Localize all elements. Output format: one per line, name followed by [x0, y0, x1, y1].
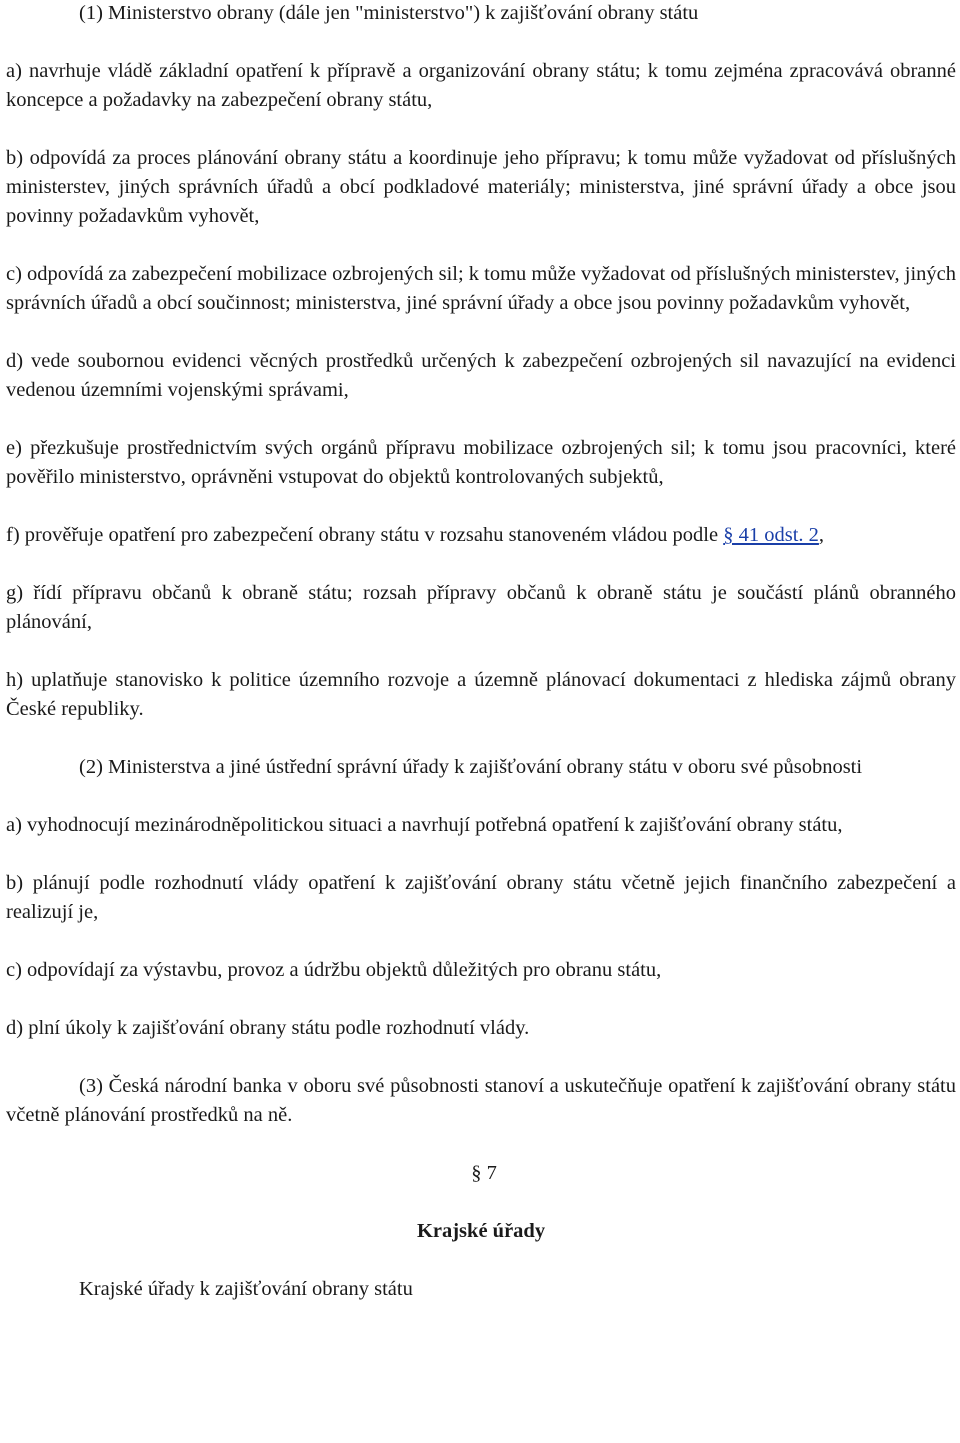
paragraph-2-item-b: b) plánují podle rozhodnutí vlády opatření k zajišťování obrany státu včetně jejich finančního zabezpečení a realizují je,: [6, 872, 956, 923]
paragraph-2-item-c: c) odpovídají za výstavbu, provoz a údržbu objektů důležitých pro obranu státu,: [6, 959, 662, 981]
document-body: [6, 0, 956, 1304]
paragraph-2-item-d: d) plní úkoly k zajišťování obrany státu podle rozhodnutí vlády.: [6, 1017, 530, 1039]
paragraph-1-intro: (1) Ministerstvo obrany (dále jen "ministerstvo") k zajišťování obrany státu: [79, 2, 699, 24]
paragraph-2-item-a: a) vyhodnocují mezinárodněpolitickou situaci a navrhují potřebná opatření k zajišťování obrany státu,: [6, 814, 843, 836]
paragraph-1-item-e: e) přezkušuje prostřednictvím svých orgánů přípravu mobilizace ozbrojených sil; k tomu jsou pracovníci, které pověřilo ministerstvo, oprávněni vstupovat do objektů kontrolovaných subjektů,: [6, 437, 956, 488]
item-f-text: f) prověřuje opatření pro zabezpečení obrany státu v rozsahu stanoveném vládou podle: [6, 524, 719, 546]
paragraph-1-item-c: c) odpovídá za zabezpečení mobilizace ozbrojených sil; k tomu může vyžadovat od příslušných ministerstev, jiných správních úřadů a obcí součinnost; ministerstva, jiné správní úřady a obce jsou povinny požadavkům vyhovět,: [6, 263, 956, 314]
paragraph-1-item-d: d) vede soubornou evidenci věcných prostředků určených k zabezpečení ozbrojených sil navazující na evidenci vedenou územními vojenskými správami,: [6, 350, 956, 401]
paragraph-1-item-b: b) odpovídá za proces plánování obrany státu a koordinuje jeho přípravu; k tomu může vyžadovat od příslušných ministerstev, jiných správních úřadů a obcí podkladové materiály; ministerstva, jiné správní úřady a obce jsou povinny požadavkům vyhovět,: [6, 147, 956, 227]
section-41-link[interactable]: § 41 odst. 2: [723, 524, 819, 546]
section-number: § 7: [471, 1162, 497, 1184]
paragraph-3: (3) Česká národní banka v oboru své působnosti stanoví a uskutečňuje opatření k zajišťování obrany státu včetně plánování prostředků na ně.: [6, 1075, 956, 1126]
paragraph-1-item-g: g) řídí přípravu občanů k obraně státu; rozsah přípravy občanů k obraně státu je součástí plánů obranného plánování,: [6, 582, 956, 633]
section-intro: Krajské úřady k zajišťování obrany státu: [79, 1278, 413, 1300]
paragraph-1-item-f: [6, 521, 956, 550]
section-title: Krajské úřady: [416, 1220, 546, 1242]
item-f-punctuation: ,: [818, 524, 825, 546]
paragraph-1-item-h: h) uplatňuje stanovisko k politice územního rozvoje a územně plánovací dokumentaci z hlediska zájmů obrany České republiky.: [6, 669, 956, 720]
paragraph-2-intro: (2) Ministerstva a jiné ústřední správní úřady k zajišťování obrany státu v oboru své působnosti: [79, 756, 863, 778]
paragraph-1-item-a: a) navrhuje vládě základní opatření k přípravě a organizování obrany státu; k tomu zejména zpracovává obranné koncepce a požadavky na zabezpečení obrany státu,: [6, 60, 956, 111]
